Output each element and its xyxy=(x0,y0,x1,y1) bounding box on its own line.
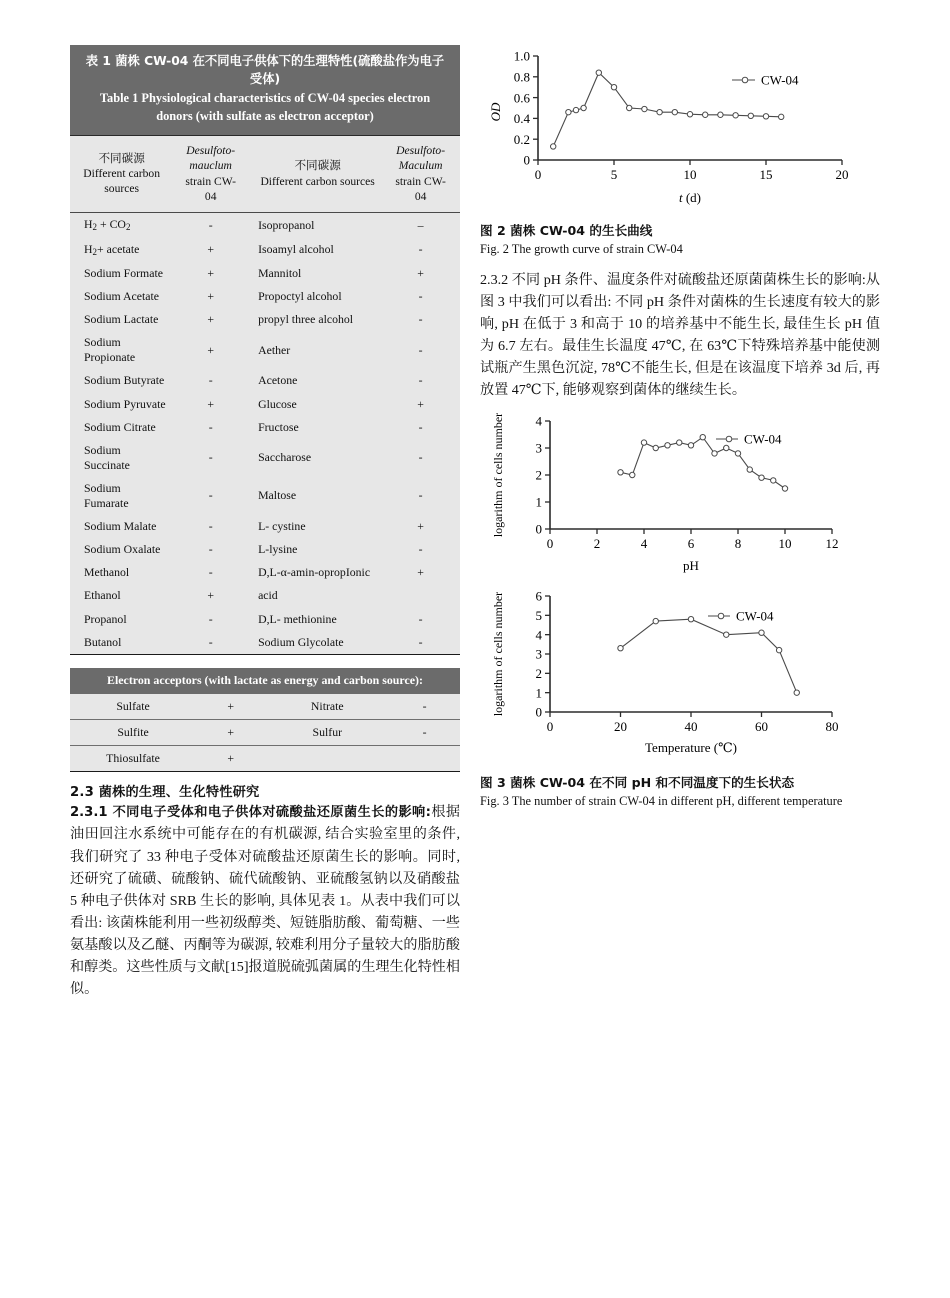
table-row xyxy=(70,719,460,745)
cell-result-right: - xyxy=(418,289,423,304)
cell-carbon-source-right: D,L- methionine xyxy=(258,611,337,626)
section-2-3-1-paragraph xyxy=(70,801,460,1001)
ph-growth-ticks xyxy=(536,414,839,551)
x-tick-label: 40 xyxy=(684,719,698,735)
data-point xyxy=(641,440,646,445)
y-tick-label: 6 xyxy=(535,589,542,605)
data-point xyxy=(618,470,623,475)
cell-result-left: + xyxy=(207,289,215,304)
cell-result-left: - xyxy=(208,488,213,503)
growth-curve-line xyxy=(553,73,781,147)
x-tick-label: 10 xyxy=(778,536,792,552)
cell-carbon-source-right: Saccharose xyxy=(258,450,312,465)
y-tick-label: 1 xyxy=(535,495,542,511)
cell-acceptor-right xyxy=(265,745,389,771)
x-axis-label: pH xyxy=(683,558,699,574)
section-2-3-2-paragraph xyxy=(480,269,880,402)
y-tick-label: 0 xyxy=(535,522,542,538)
data-point xyxy=(688,443,693,448)
cell-result-right: - xyxy=(418,342,423,357)
data-point xyxy=(748,113,753,118)
cell-carbon-source-right: propyl three alcohol xyxy=(258,312,354,327)
cell-carbon-source-right: L-lysine xyxy=(258,542,298,557)
legend-label: CW-04 xyxy=(761,72,799,88)
table-row xyxy=(70,745,460,771)
cell-result-left: + xyxy=(207,342,215,357)
cell-result-right: - xyxy=(422,698,427,713)
y-tick-label: 0 xyxy=(523,152,530,168)
cell-carbon-source-right: Mannitol xyxy=(258,266,302,280)
figure-2-caption-cn: 图 2 菌株 CW-04 的生长曲线 xyxy=(480,223,653,238)
table-1-header-col1 xyxy=(70,135,171,212)
x-tick-label: 10 xyxy=(683,167,697,182)
cell-carbon-source-right: Fructose xyxy=(258,419,299,434)
table-row xyxy=(70,477,460,515)
table-row xyxy=(70,538,460,561)
table-1-header-col4 xyxy=(381,135,460,212)
cell-result-right: + xyxy=(417,565,424,580)
header-col4-l1: Desulfoto- xyxy=(396,143,446,157)
y-tick-label: 3 xyxy=(535,647,542,663)
cell-carbon-source-left: Sodium Malate xyxy=(84,519,157,534)
y-tick-label: 0.6 xyxy=(513,90,530,106)
data-point xyxy=(703,112,708,117)
cell-carbon-source-right: D,L-α-amin-opropIonic xyxy=(258,565,371,580)
data-point xyxy=(618,646,623,651)
section-2-3-2-body: 从图 3 中我们可以看出: 不同 pH 条件对菌株的生长速度有较大的影响, pH 在低于 3 和高于 10 的培养基中不能生长, 最佳生长 pH 值为 6.7 左右。最佳生长温度 47℃, 在 63℃下特殊培养基中能使测试瓶产生黑色沉淀, 78℃不能生长, 但是在该温度下培养 3d 后, 再放置 47℃下, 能够观察到菌体的继续生长。 xyxy=(480,271,880,399)
y-tick-label: 0.8 xyxy=(513,69,530,85)
table-2-body xyxy=(70,694,460,772)
cell-result-right: - xyxy=(418,542,423,557)
cell-result-right: - xyxy=(418,450,423,465)
cell-result-right: + xyxy=(417,396,424,411)
data-point xyxy=(551,144,556,149)
x-tick-label: 4 xyxy=(640,536,648,552)
table-row xyxy=(70,262,460,285)
legend-marker-icon xyxy=(742,77,748,83)
y-tick-label: 0.2 xyxy=(513,131,530,147)
cell-result-left: + xyxy=(207,588,215,603)
cell-result-left: + xyxy=(207,266,215,280)
cell-result-left: - xyxy=(208,565,213,580)
cell-carbon-source-left: Sodium Lactate xyxy=(84,312,159,327)
legend-marker-icon xyxy=(726,437,732,443)
cell-result-left: - xyxy=(208,611,213,626)
data-point xyxy=(700,435,705,440)
cell-carbon-source-left: Sodium Oxalate xyxy=(84,542,161,557)
table-row xyxy=(70,608,460,631)
y-tick-label: 0.4 xyxy=(513,111,530,127)
figure-3-caption xyxy=(480,772,880,810)
cell-carbon-source-left: Sodium Butyrate xyxy=(84,373,165,388)
x-tick-label: 15 xyxy=(759,167,773,182)
cell-result-left: - xyxy=(208,419,213,434)
header-col3-en: Different carbon sources xyxy=(260,174,375,188)
header-col3-cn: 不同碳源 xyxy=(294,159,341,173)
cell-carbon-source-left: Methanol xyxy=(84,565,130,580)
section-2-3-2-lead: 2.3.2 不同 pH 条件、温度条件对硫酸盐还原菌菌株生长的影响: xyxy=(480,271,866,288)
cell-carbon-source-left: Sodium Citrate xyxy=(84,419,156,434)
cell-result-right: – xyxy=(417,217,424,232)
data-point xyxy=(672,109,677,114)
cell-result-left: - xyxy=(208,373,213,388)
data-point xyxy=(779,114,784,119)
cell-carbon-source-left: Sodium Acetate xyxy=(84,289,160,304)
cell-result-right: - xyxy=(418,611,423,626)
cell-result-right: - xyxy=(418,419,423,434)
x-tick-label: 5 xyxy=(610,167,618,182)
header-col4-l2: Maculum xyxy=(398,159,443,173)
data-point xyxy=(687,112,692,117)
x-tick-label: 0 xyxy=(534,167,542,182)
section-2-3-1-lead: 2.3.1 不同电子受体和电子供体对硫酸盐还原菌生长的影响: xyxy=(70,804,431,820)
data-point xyxy=(771,478,776,483)
cell-result-left: - xyxy=(208,542,213,557)
x-tick-label: 0 xyxy=(546,536,554,552)
table-row xyxy=(70,584,460,607)
table-row xyxy=(70,238,460,262)
cell-result-left: - xyxy=(208,450,213,465)
data-point xyxy=(581,105,586,110)
table-row xyxy=(70,631,460,655)
data-point xyxy=(611,85,616,90)
data-point xyxy=(718,112,723,117)
header-col2-l1: Desulfoto- xyxy=(186,143,236,157)
cell-result-right: - xyxy=(418,488,423,503)
figure-3a-chart xyxy=(480,407,880,582)
data-point xyxy=(653,619,658,624)
table-2-grid xyxy=(70,694,460,772)
data-point xyxy=(627,105,632,110)
cell-carbon-source-right: Maltose xyxy=(258,488,297,503)
data-point xyxy=(733,113,738,118)
cell-carbon-source-right: Aether xyxy=(258,342,291,357)
x-tick-label: 80 xyxy=(825,719,839,735)
cell-result-left: + xyxy=(207,312,215,327)
cell-result-right xyxy=(381,584,460,607)
figure-3b-chart xyxy=(480,584,880,762)
data-point xyxy=(747,467,752,472)
cell-result-right: + xyxy=(417,266,424,280)
y-tick-label: 4 xyxy=(535,414,542,430)
cell-result-left: + xyxy=(227,750,235,765)
data-point xyxy=(653,446,658,451)
table-row xyxy=(70,515,460,538)
growth-curve-ticks xyxy=(514,49,849,182)
legend-label: CW-04 xyxy=(736,608,774,624)
table-2-header: Electron acceptors (with lactate as energy and carbon source): xyxy=(70,668,460,694)
x-tick-label: 20 xyxy=(835,167,849,182)
cell-carbon-source-left: Sodium Succinate xyxy=(84,442,130,472)
header-col2-l3: strain CW- xyxy=(185,174,236,188)
header-col4-l3: strain CW- xyxy=(395,174,446,188)
table-row xyxy=(70,393,460,416)
table-1-caption xyxy=(70,45,460,135)
table-row xyxy=(70,308,460,331)
ph-growth-legend xyxy=(716,432,782,447)
cell-result-right: - xyxy=(418,312,423,327)
x-axis-label: t (d) xyxy=(678,190,702,205)
data-point xyxy=(759,631,764,636)
x-tick-label: 20 xyxy=(614,719,627,735)
x-tick-label: 0 xyxy=(546,719,554,735)
temperature-growth-legend xyxy=(708,609,774,624)
figure-3-caption-cn: 图 3 菌株 CW-04 在不同 pH 和不同温度下的生长状态 xyxy=(480,775,795,791)
cell-result-left: - xyxy=(208,634,213,649)
table-1-header-col2 xyxy=(171,135,250,212)
table-1-caption-cn: 表 1 菌株 CW-04 在不同电子供体下的生理特性(硫酸盐作为电子受体) xyxy=(85,54,445,86)
cell-carbon-source-left: $H_2 + CO_2$ xyxy=(84,217,131,233)
cell-acceptor-left: Thiosulfate xyxy=(106,750,160,765)
cell-acceptor-right: Nitrate xyxy=(310,698,344,713)
growth-curve-svg xyxy=(480,40,880,212)
y-tick-label: 3 xyxy=(535,441,542,457)
cell-carbon-source-right: Isoamyl alcohol xyxy=(258,242,334,257)
data-point xyxy=(630,473,635,478)
cell-carbon-source-right: Acetone xyxy=(258,373,298,388)
y-axis-label: logarithm of cells number xyxy=(491,413,505,538)
data-point xyxy=(763,114,768,119)
cell-result-right: + xyxy=(417,519,424,534)
table-row xyxy=(70,213,460,238)
cell-result-left: + xyxy=(227,698,235,713)
cell-carbon-source-left: Butanol xyxy=(84,634,122,649)
figure-2-chart xyxy=(480,40,880,212)
y-tick-label: 2 xyxy=(535,666,542,682)
header-col2-l4: 04 xyxy=(204,189,217,203)
ph-growth-svg xyxy=(480,407,880,582)
y-tick-label: 2 xyxy=(535,468,542,484)
legend-marker-icon xyxy=(718,614,724,620)
data-point xyxy=(735,451,740,456)
data-point xyxy=(566,109,571,114)
data-point xyxy=(688,617,693,622)
cell-result-left: - xyxy=(208,217,213,232)
cell-carbon-source-left: $H_2+$ acetate xyxy=(84,241,140,257)
growth-curve-legend xyxy=(732,73,799,88)
table-1-caption-en: Table 1 Physiological characteristics of CW-04 species electron donors (with sulfate as electron acceptor) xyxy=(99,90,431,123)
cell-result-left: - xyxy=(208,519,213,534)
y-axis-label: OD xyxy=(488,102,503,122)
data-point xyxy=(794,690,799,695)
header-col2-l2: mauclum xyxy=(189,159,232,173)
data-point xyxy=(724,632,729,637)
y-axis-label: logarithm of cells number xyxy=(491,592,505,717)
cell-result-right: - xyxy=(422,724,427,739)
x-tick-label: 60 xyxy=(755,719,768,735)
header-col1-cn: 不同碳源 xyxy=(98,151,145,165)
x-tick-label: 2 xyxy=(593,536,601,552)
y-tick-label: 1.0 xyxy=(513,48,530,64)
cell-result-right xyxy=(389,745,460,771)
table-row xyxy=(70,561,460,584)
table-1-body xyxy=(70,213,460,655)
y-tick-label: 5 xyxy=(535,608,542,624)
temperature-growth-line xyxy=(621,620,797,694)
cell-result-right: - xyxy=(418,634,423,649)
temperature-growth-points xyxy=(618,617,800,696)
table-row xyxy=(70,694,460,720)
growth-curve-points xyxy=(551,70,784,149)
data-point xyxy=(776,648,781,653)
cell-carbon-source-left: Propanol xyxy=(84,611,127,626)
cell-carbon-source-right: Sodium Glycolate xyxy=(258,634,344,649)
right-column xyxy=(480,40,880,810)
cell-carbon-source-left: Sodium Formate xyxy=(84,266,163,280)
table-row xyxy=(70,331,460,369)
cell-acceptor-left: Sulfite xyxy=(117,724,149,739)
figure-2-caption-en: Fig. 2 The growth curve of strain CW-04 xyxy=(480,242,683,256)
table-row xyxy=(70,416,460,439)
data-point xyxy=(782,486,787,491)
data-point xyxy=(665,443,670,448)
data-point xyxy=(759,475,764,480)
figure-3-caption-en: Fig. 3 The number of strain CW-04 in different pH, different temperature xyxy=(480,794,843,809)
cell-result-right: - xyxy=(418,373,423,388)
y-tick-label: 4 xyxy=(535,627,542,643)
data-point xyxy=(642,106,647,111)
table-row xyxy=(70,285,460,308)
table-1-header-col3 xyxy=(250,135,381,212)
data-point xyxy=(677,440,682,445)
section-2-3-heading: 2.3 菌株的生理、生化特性研究 xyxy=(70,784,260,800)
cell-carbon-source-left: Sodium Pyruvate xyxy=(84,396,166,411)
cell-carbon-source-right: Propoctyl alcohol xyxy=(258,289,342,304)
x-tick-label: 6 xyxy=(687,536,695,552)
cell-carbon-source-left: Ethanol xyxy=(84,588,121,603)
table-1 xyxy=(70,45,460,655)
cell-acceptor-left: Sulfate xyxy=(116,698,150,713)
y-tick-label: 1 xyxy=(535,685,542,701)
cell-result-left: + xyxy=(227,724,235,739)
y-tick-label: 0 xyxy=(535,705,542,721)
header-col1-en: Different carbon sources xyxy=(83,166,161,196)
x-axis-label: Temperature (℃) xyxy=(645,740,737,756)
data-point xyxy=(573,107,578,112)
temperature-growth-svg xyxy=(480,584,880,762)
cell-result-left: + xyxy=(207,242,215,257)
data-point xyxy=(657,109,662,114)
cell-carbon-source-right: Isopropanol xyxy=(258,217,315,232)
cell-carbon-source-right: Glucose xyxy=(258,396,297,411)
section-2-3-1-body: 根据油田回注水系统中可能存在的有机碳源, 结合实验室里的条件, 我们研究了 33 种电子受体对硫酸盐还原菌生长的影响。同时, 还研究了硫磺、硫酸钠、硫代硫酸钠、亚硫酸氢钠以及硝酸盐 5 种电子供体对 SRB 生长的影响, 具体见表 1。从表中我们可以看出: 该菌株能利用一些初级醇类、短链脂肪酸、葡萄糖、一些氨基酸以及乙醚、丙酮等为碳源, 较难利用分子量较大的脂肪酸和醇类。这些性质与文献[15]报道脱硫弧菌属的生理生化特性相似。 xyxy=(70,803,460,998)
cell-result-left: + xyxy=(207,396,215,411)
cell-carbon-source-right: acid xyxy=(258,588,278,603)
cell-result-right: - xyxy=(418,242,423,257)
table-row xyxy=(70,369,460,392)
left-column xyxy=(70,45,460,1000)
x-tick-label: 12 xyxy=(825,536,839,552)
legend-label: CW-04 xyxy=(744,431,782,447)
table-1-grid xyxy=(70,135,460,655)
table-1-header-row xyxy=(70,135,460,212)
table-2 xyxy=(70,668,460,772)
cell-carbon-source-left: Sodium Propionate xyxy=(84,335,136,365)
x-tick-label: 8 xyxy=(734,536,742,552)
cell-carbon-source-left: Sodium Fumarate xyxy=(84,480,129,511)
data-point xyxy=(724,446,729,451)
cell-carbon-source-right: L- cystine xyxy=(258,519,306,534)
figure-2-caption xyxy=(480,220,880,258)
header-col4-l4: 04 xyxy=(414,189,427,203)
data-point xyxy=(712,451,717,456)
cell-acceptor-right: Sulfur xyxy=(312,724,343,739)
data-point xyxy=(596,70,601,75)
table-row xyxy=(70,439,460,477)
